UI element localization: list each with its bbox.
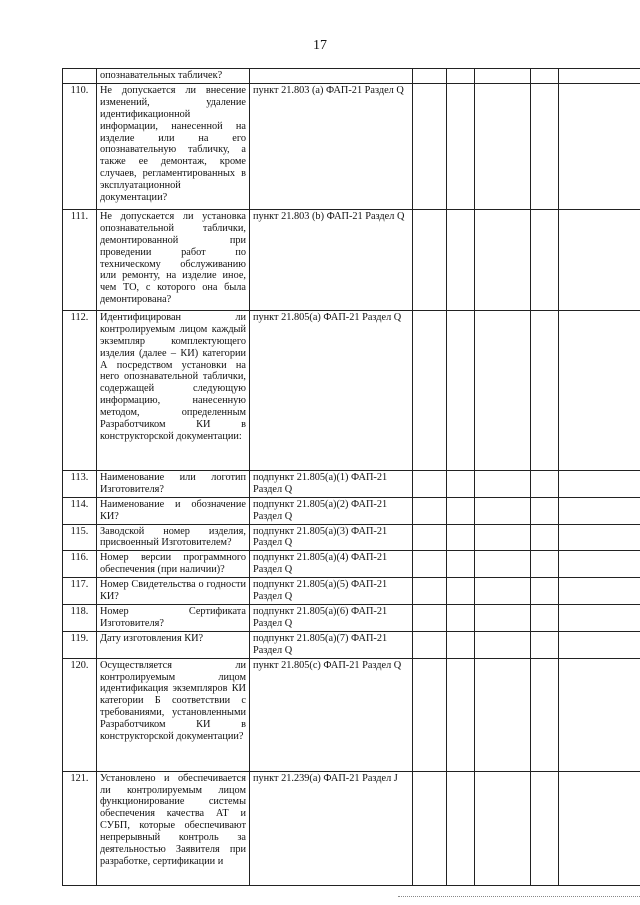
question-cell: Идентифицирован ли контролируемым лицом каждый экземпляр комплектующего изделия (далее – КИ) категории А посредством установки на него опознавательной таблички, содержащей следующую информацию, нанесенную методом, определенным Разработчиком КИ в конструкторской документации: bbox=[97, 310, 250, 470]
question-cell: Не допускается ли установка опознавательной таблички, демонтированной при проведении работ по техническому обслуживанию или ремонту, на изделие иное, чем ТО, с которого она была демонтирована? bbox=[97, 209, 250, 310]
empty-cell bbox=[447, 470, 475, 497]
question-cell: Дату изготовления КИ? bbox=[97, 631, 250, 658]
empty-cell bbox=[447, 551, 475, 578]
row-number: 112. bbox=[63, 310, 97, 470]
empty-cell bbox=[531, 771, 559, 885]
empty-cell bbox=[413, 631, 447, 658]
reference-cell: подпункт 21.805(a)(4) ФАП-21 Раздел Q bbox=[250, 551, 413, 578]
empty-cell bbox=[531, 631, 559, 658]
row-number: 111. bbox=[63, 209, 97, 310]
question-cell: Осуществляется ли контролируемым лицом идентификация экземпляров КИ категории Б соответствии с требованиями, установленными Разработчиком КИ в конструкторской документации? bbox=[97, 658, 250, 771]
reference-cell: подпункт 21.805(a)(3) ФАП-21 Раздел Q bbox=[250, 524, 413, 551]
reference-cell: подпункт 21.805(a)(5) ФАП-21 Раздел Q bbox=[250, 578, 413, 605]
row-number: 120. bbox=[63, 658, 97, 771]
empty-cell bbox=[447, 69, 475, 84]
empty-cell bbox=[413, 578, 447, 605]
empty-cell bbox=[475, 310, 531, 470]
empty-cell bbox=[559, 209, 640, 310]
empty-cell bbox=[475, 83, 531, 209]
empty-cell bbox=[559, 658, 640, 771]
table-row bbox=[63, 310, 640, 470]
empty-cell bbox=[413, 470, 447, 497]
question-cell: Номер Свидетельства о годности КИ? bbox=[97, 578, 250, 605]
row-number: 117. bbox=[63, 578, 97, 605]
empty-cell bbox=[531, 69, 559, 84]
empty-cell bbox=[413, 658, 447, 771]
table-row bbox=[63, 771, 640, 885]
scan-edge-line bbox=[398, 896, 640, 897]
empty-cell bbox=[559, 470, 640, 497]
empty-cell bbox=[531, 310, 559, 470]
empty-cell bbox=[559, 310, 640, 470]
empty-cell bbox=[447, 83, 475, 209]
empty-cell bbox=[413, 771, 447, 885]
empty-cell bbox=[447, 310, 475, 470]
empty-cell bbox=[531, 209, 559, 310]
empty-cell bbox=[475, 497, 531, 524]
question-cell: Номер версии программного обеспечения (при наличии)? bbox=[97, 551, 250, 578]
question-cell: Установлено и обеспечивается ли контролируемым лицом функционирование системы обеспечения качества АТ и СУБП, которые обеспечивают непрерывный контроль за деятельностью Заявителя при разработке, сертификации и bbox=[97, 771, 250, 885]
row-number: 114. bbox=[63, 497, 97, 524]
empty-cell bbox=[475, 551, 531, 578]
empty-cell bbox=[531, 524, 559, 551]
table-row bbox=[63, 69, 640, 84]
row-number: 118. bbox=[63, 604, 97, 631]
empty-cell bbox=[413, 209, 447, 310]
empty-cell bbox=[447, 209, 475, 310]
empty-cell bbox=[447, 497, 475, 524]
table-row bbox=[63, 604, 640, 631]
empty-cell bbox=[531, 658, 559, 771]
empty-cell bbox=[559, 631, 640, 658]
empty-cell bbox=[413, 83, 447, 209]
reference-cell: подпункт 21.805(a)(6) ФАП-21 Раздел Q bbox=[250, 604, 413, 631]
empty-cell bbox=[447, 771, 475, 885]
page-number: 17 bbox=[313, 38, 327, 53]
empty-cell bbox=[475, 209, 531, 310]
table-row bbox=[63, 524, 640, 551]
empty-cell bbox=[531, 83, 559, 209]
empty-cell bbox=[413, 310, 447, 470]
empty-cell bbox=[447, 604, 475, 631]
empty-cell bbox=[447, 631, 475, 658]
reference-cell: пункт 21.803 (b) ФАП-21 Раздел Q bbox=[250, 209, 413, 310]
question-cell: Номер Сертификата Изготовителя? bbox=[97, 604, 250, 631]
row-number bbox=[63, 69, 97, 84]
table-row bbox=[63, 631, 640, 658]
question-cell: Заводской номер изделия, присвоенный Изготовителем? bbox=[97, 524, 250, 551]
empty-cell bbox=[531, 604, 559, 631]
empty-cell bbox=[475, 771, 531, 885]
empty-cell bbox=[413, 551, 447, 578]
empty-cell bbox=[413, 69, 447, 84]
empty-cell bbox=[413, 524, 447, 551]
reference-cell: пункт 21.239(a) ФАП-21 Раздел J bbox=[250, 771, 413, 885]
empty-cell bbox=[531, 497, 559, 524]
empty-cell bbox=[559, 771, 640, 885]
empty-cell bbox=[447, 658, 475, 771]
empty-cell bbox=[475, 631, 531, 658]
table-row bbox=[63, 470, 640, 497]
empty-cell bbox=[559, 524, 640, 551]
table-row bbox=[63, 658, 640, 771]
empty-cell bbox=[447, 524, 475, 551]
table-row bbox=[63, 578, 640, 605]
question-cell: Наименование и обозначение КИ? bbox=[97, 497, 250, 524]
empty-cell bbox=[559, 604, 640, 631]
empty-cell bbox=[475, 578, 531, 605]
empty-cell bbox=[559, 69, 640, 84]
reference-cell bbox=[250, 69, 413, 84]
row-number: 119. bbox=[63, 631, 97, 658]
empty-cell bbox=[559, 551, 640, 578]
checklist-table bbox=[62, 68, 640, 886]
row-number: 115. bbox=[63, 524, 97, 551]
empty-cell bbox=[413, 497, 447, 524]
empty-cell bbox=[559, 497, 640, 524]
question-cell: Не допускается ли внесение изменений, удаление идентификационной информации, нанесенной на изделие или на его опознавательную табличку, а также ее демонтаж, кроме случаев, регламентированных в эксплуатационной документации? bbox=[97, 83, 250, 209]
reference-cell: подпункт 21.805(a)(2) ФАП-21 Раздел Q bbox=[250, 497, 413, 524]
row-number: 116. bbox=[63, 551, 97, 578]
empty-cell bbox=[475, 470, 531, 497]
reference-cell: подпункт 21.805(a)(7) ФАП-21 Раздел Q bbox=[250, 631, 413, 658]
row-number: 113. bbox=[63, 470, 97, 497]
empty-cell bbox=[475, 658, 531, 771]
row-number: 110. bbox=[63, 83, 97, 209]
empty-cell bbox=[447, 578, 475, 605]
reference-cell: пункт 21.803 (a) ФАП-21 Раздел Q bbox=[250, 83, 413, 209]
table-row bbox=[63, 551, 640, 578]
empty-cell bbox=[559, 83, 640, 209]
empty-cell bbox=[475, 604, 531, 631]
reference-cell: пункт 21.805(a) ФАП-21 Раздел Q bbox=[250, 310, 413, 470]
row-number: 121. bbox=[63, 771, 97, 885]
empty-cell bbox=[413, 604, 447, 631]
empty-cell bbox=[559, 578, 640, 605]
reference-cell: подпункт 21.805(a)(1) ФАП-21 Раздел Q bbox=[250, 470, 413, 497]
empty-cell bbox=[475, 69, 531, 84]
reference-cell: пункт 21.805(c) ФАП-21 Раздел Q bbox=[250, 658, 413, 771]
table-row bbox=[63, 209, 640, 310]
table-row bbox=[63, 497, 640, 524]
question-cell: опознавательных табличек? bbox=[97, 69, 250, 84]
empty-cell bbox=[531, 578, 559, 605]
empty-cell bbox=[475, 524, 531, 551]
question-cell: Наименование или логотип Изготовителя? bbox=[97, 470, 250, 497]
table-row bbox=[63, 83, 640, 209]
empty-cell bbox=[531, 551, 559, 578]
empty-cell bbox=[531, 470, 559, 497]
